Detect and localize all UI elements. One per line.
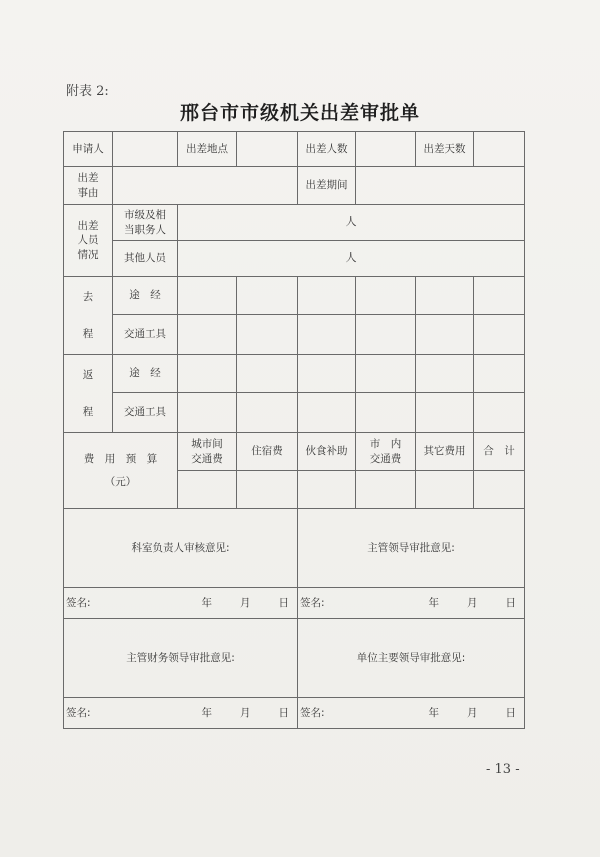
budget-header-row [64, 433, 525, 471]
local-transport-label: 市 内 交通费 [356, 433, 416, 471]
return-route-label: 途 经 [113, 355, 178, 393]
reason-value[interactable] [113, 167, 298, 205]
official-count-field[interactable] [178, 205, 525, 241]
destination-label: 出差地点 [178, 132, 237, 167]
return-route-cell-6[interactable] [474, 355, 525, 393]
return-route-cell-5[interactable] [416, 355, 474, 393]
return-transport-cell-6[interactable] [474, 393, 525, 433]
form-title: 邢台市市级机关出差审批单 [179, 102, 420, 124]
return-transport-row [64, 393, 525, 433]
go-route-cell-1[interactable] [178, 277, 237, 315]
go-route-cell-4[interactable] [356, 277, 416, 315]
return-route-cell-4[interactable] [356, 355, 416, 393]
return-label-2: 程 [82, 405, 94, 418]
dept-head-opinion-box[interactable] [64, 509, 298, 588]
sign-label: 签名: [66, 706, 91, 719]
reason-label: 出差 事由 [64, 167, 113, 205]
return-transport-cell-4[interactable] [356, 393, 416, 433]
leader-opinion-box[interactable] [298, 509, 525, 588]
sign-day: 日 [505, 706, 516, 719]
other-fees-label: 其它费用 [416, 433, 474, 471]
go-transport-cell-4[interactable] [356, 315, 416, 355]
sign-label: 签名: [66, 596, 91, 609]
return-transport-label: 交通工具 [113, 393, 178, 433]
go-label-1: 去 [82, 291, 94, 304]
opinion-row-2 [64, 619, 525, 698]
dept-head-sign-cell[interactable] [64, 588, 298, 619]
return-label-1: 返 [82, 369, 94, 382]
others-unit: 人 [345, 251, 357, 265]
go-transport-cell-6[interactable] [474, 315, 525, 355]
sign-month: 月 [240, 596, 251, 609]
go-route-cell-3[interactable] [298, 277, 356, 315]
return-route-cell-1[interactable] [178, 355, 237, 393]
go-route-row [64, 277, 525, 315]
approval-form-table [63, 131, 525, 729]
period-value[interactable] [356, 167, 525, 205]
finance-leader-opinion-box[interactable] [64, 619, 298, 698]
local-transport-value[interactable] [356, 471, 416, 509]
official-unit: 人 [345, 215, 357, 229]
others-label: 其他人员 [113, 241, 178, 277]
appendix-label: 附表 2: [66, 84, 109, 99]
return-transport-cell-2[interactable] [237, 393, 298, 433]
unit-head-opinion-box[interactable] [298, 619, 525, 698]
sign-day: 日 [278, 596, 289, 609]
budget-label-cell [64, 433, 178, 509]
sign-year: 年 [201, 706, 212, 719]
total-value[interactable] [474, 471, 525, 509]
return-label [64, 355, 113, 433]
go-route-cell-6[interactable] [474, 277, 525, 315]
meals-value[interactable] [298, 471, 356, 509]
go-route-cell-2[interactable] [237, 277, 298, 315]
sign-label: 签名: [300, 596, 325, 609]
applicant-row [64, 132, 525, 167]
return-route-cell-2[interactable] [237, 355, 298, 393]
budget-label: 费 用 预 算 [83, 453, 158, 466]
unit-head-sign-cell[interactable] [298, 698, 525, 729]
leader-opinion-label: 主管领导审批意见: [367, 541, 455, 554]
go-transport-cell-2[interactable] [237, 315, 298, 355]
unit-head-opinion-label: 单位主要领导审批意见: [356, 651, 466, 664]
lodging-value[interactable] [237, 471, 298, 509]
sign-year: 年 [428, 706, 439, 719]
others-count-field[interactable] [178, 241, 525, 277]
sign-month: 月 [467, 706, 478, 719]
dept-head-opinion-label: 科室负责人审核意见: [131, 541, 230, 554]
sign-day: 日 [278, 706, 289, 719]
sign-label: 签名: [300, 706, 325, 719]
budget-unit: （元） [104, 475, 137, 488]
go-label [64, 277, 113, 355]
finance-leader-sign-cell[interactable] [64, 698, 298, 729]
go-label-2: 程 [82, 327, 94, 340]
applicant-value[interactable] [113, 132, 178, 167]
total-label: 合 计 [474, 433, 525, 471]
intercity-fare-value[interactable] [178, 471, 237, 509]
return-route-row [64, 355, 525, 393]
go-transport-cell-3[interactable] [298, 315, 356, 355]
applicant-label: 申请人 [64, 132, 113, 167]
return-route-cell-3[interactable] [298, 355, 356, 393]
destination-value[interactable] [237, 132, 298, 167]
days-label: 出差天数 [416, 132, 474, 167]
return-transport-cell-5[interactable] [416, 393, 474, 433]
sign-day: 日 [505, 596, 516, 609]
personnel-official-row [64, 205, 525, 241]
days-value[interactable] [474, 132, 525, 167]
people-count-label: 出差人数 [298, 132, 356, 167]
people-count-value[interactable] [356, 132, 416, 167]
personnel-others-row [64, 241, 525, 277]
return-transport-cell-1[interactable] [178, 393, 237, 433]
go-transport-cell-1[interactable] [178, 315, 237, 355]
intercity-fare-label: 城市间 交通费 [178, 433, 237, 471]
lodging-label: 住宿费 [237, 433, 298, 471]
finance-leader-opinion-label: 主管财务领导审批意见: [126, 651, 235, 664]
page-number: - 13 - [486, 762, 520, 777]
meals-label: 伙食补助 [298, 433, 356, 471]
personnel-label: 出差 人员 情况 [64, 205, 113, 277]
sign-year: 年 [201, 596, 212, 609]
sign-row-1 [64, 588, 525, 619]
leader-sign-cell[interactable] [298, 588, 525, 619]
sign-row-2 [64, 698, 525, 729]
sign-year: 年 [428, 596, 439, 609]
sign-month: 月 [240, 706, 251, 719]
opinion-row-1 [64, 509, 525, 588]
return-transport-cell-3[interactable] [298, 393, 356, 433]
go-route-label: 途 经 [113, 277, 178, 315]
period-label: 出差期间 [298, 167, 356, 205]
go-transport-row [64, 315, 525, 355]
other-fees-value[interactable] [416, 471, 474, 509]
official-label: 市级及相 当职务人 [113, 205, 178, 241]
go-route-cell-5[interactable] [416, 277, 474, 315]
go-transport-cell-5[interactable] [416, 315, 474, 355]
reason-row [64, 167, 525, 205]
sign-month: 月 [467, 596, 478, 609]
go-transport-label: 交通工具 [113, 315, 178, 355]
